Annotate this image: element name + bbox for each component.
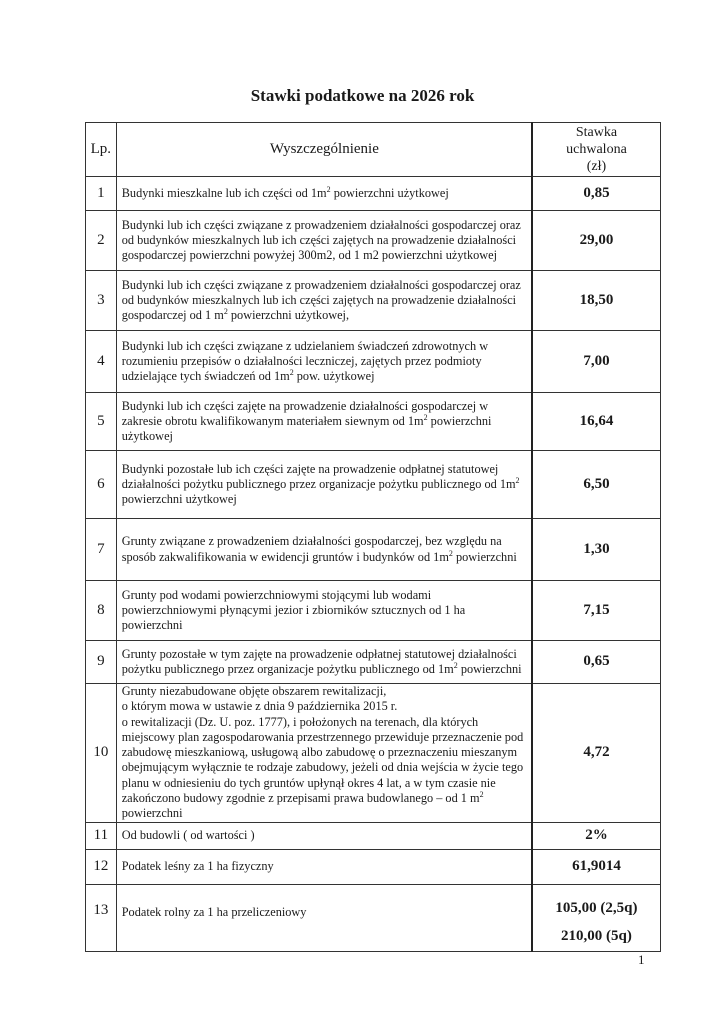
row-lp: 1 <box>86 177 117 211</box>
desc-superscript: 2 <box>448 548 453 558</box>
desc-text: Budynki mieszkalne lub ich części od 1m <box>121 185 327 200</box>
row-lp: 8 <box>86 581 117 641</box>
table-row <box>86 271 661 331</box>
header-rate-line2: uchwalona <box>566 142 627 157</box>
table-row <box>86 849 661 884</box>
rate-value-5q: 210,00 (5q) <box>561 927 632 944</box>
desc-text: Grunty pod wodami powierzchniowymi stojącymi lub wodami powierzchniowymi płynącymi jezior i zbiorników sztucznych od 1 ha powierzchni <box>121 587 466 633</box>
table-row <box>86 211 661 271</box>
row-description <box>116 822 532 849</box>
row-description <box>116 581 532 641</box>
header-rate-line3: (zł) <box>586 159 607 174</box>
page-number: 1 <box>638 952 645 967</box>
row-lp: 12 <box>86 849 117 884</box>
desc-text: powierzchni użytkowej <box>330 185 449 200</box>
row-description <box>116 331 532 393</box>
desc-line: o rewitalizacji (Dz. U. poz. 1777), i położonych na terenach, dla których miejscowy plan zagospodarowania przestrzennego przewiduje przeznaczenie pod zabudowę mieszkaniową, usługową albo zabudowę o przeznaczeniu mieszanym obejmującym wyłącznie te rodzaje zabudowy, jeżeli od dnia wejścia w życie tego planu w odniesieniu do tych gruntów upłynął okres 4 lat, a w tym czasie nie zakończono budowy zgodnie z przepisami prawa budowlanego – od 1 m <box>121 714 524 806</box>
desc-text: Podatek rolny za 1 ha przeliczeniowy <box>121 904 307 919</box>
row-rate: 7,15 <box>532 581 661 641</box>
row-description <box>116 271 532 331</box>
table-row <box>86 581 661 641</box>
row-lp: 10 <box>86 684 117 823</box>
row-rate: 6,50 <box>532 451 661 519</box>
desc-text: Grunty związane z prowadzeniem działalności gospodarczej, bez względu na sposób zakwalifikowania w ewidencji gruntów i budynków od 1m <box>121 534 502 564</box>
rate-value-2-5q: 105,00 (2,5q) <box>555 899 638 916</box>
row-description <box>116 393 532 451</box>
row-lp: 4 <box>86 331 117 393</box>
row-lp: 5 <box>86 393 117 451</box>
desc-text: Grunty pozostałe w tym zajęte na prowadzenie odpłatnej statutowej działalności pożytku publicznego przez organizacje pożytku publicznego od 1m <box>121 646 517 676</box>
table-row <box>86 451 661 519</box>
desc-text: Od budowli ( od wartości ) <box>121 828 255 843</box>
row-description <box>116 884 532 951</box>
desc-superscript: 2 <box>326 184 331 194</box>
desc-text: powierzchni użytkowej, <box>227 308 350 323</box>
row-rate: 18,50 <box>532 271 661 331</box>
header-rate <box>532 123 661 177</box>
row-rate: 0,85 <box>532 177 661 211</box>
row-description <box>116 519 532 581</box>
tax-rates-table <box>85 122 661 952</box>
row-lp: 9 <box>86 641 117 684</box>
header-rate-line1: Stawka <box>575 125 618 140</box>
header-lp: Lp. <box>86 123 117 177</box>
row-rate: 61,9014 <box>532 849 661 884</box>
table-row <box>86 393 661 451</box>
desc-superscript: 2 <box>289 368 294 378</box>
row-description <box>116 684 532 823</box>
desc-text: powierzchni <box>452 549 517 564</box>
row-description <box>116 211 532 271</box>
desc-text: Budynki lub ich części związane z prowadzeniem działalności gospodarczej oraz od budynków mieszkalnych lub ich części zajętych na prowadzenie działalności gospodarczej powierzchni powyżej 300m2, od 1 m2 powierzchni użytkowej <box>121 217 521 263</box>
row-lp: 11 <box>86 822 117 849</box>
desc-text: Budynki lub ich części zajęte na prowadzenie działalności gospodarczej w zakresie obrotu kwalifikowanym materiałem siewnym od 1m <box>121 398 489 428</box>
row-lp: 6 <box>86 451 117 519</box>
desc-superscript: 2 <box>423 412 428 422</box>
desc-text: Budynki pozostałe lub ich części zajęte na prowadzenie odpłatnej statutowej działalności pożytku publicznego przez organizacje pożytku publicznego od 1m <box>121 461 516 491</box>
row-lp: 2 <box>86 211 117 271</box>
row-rate: 4,72 <box>532 684 661 823</box>
table-row <box>86 331 661 393</box>
table-row <box>86 177 661 211</box>
table-row <box>86 684 661 823</box>
desc-superscript: 2 <box>479 789 484 799</box>
row-description <box>116 641 532 684</box>
row-rate: 1,30 <box>532 519 661 581</box>
desc-superscript: 2 <box>515 475 520 485</box>
header-description: Wyszczególnienie <box>116 123 532 177</box>
table-row <box>86 641 661 684</box>
row-rate: 29,00 <box>532 211 661 271</box>
desc-superscript: 2 <box>453 660 458 670</box>
desc-superscript: 2 <box>223 307 228 317</box>
row-description <box>116 451 532 519</box>
row-description <box>116 849 532 884</box>
desc-text: Podatek leśny za 1 ha fizyczny <box>121 859 274 874</box>
document-title: Stawki podatkowe na 2026 rok <box>250 86 475 105</box>
row-rate: 2% <box>532 822 661 849</box>
desc-text: powierzchni użytkowej <box>121 413 492 444</box>
row-rate: 7,00 <box>532 331 661 393</box>
desc-text: powierzchni <box>121 806 183 821</box>
row-rate: 0,65 <box>532 641 661 684</box>
row-rate <box>532 884 661 951</box>
row-lp: 3 <box>86 271 117 331</box>
row-rate: 16,64 <box>532 393 661 451</box>
desc-text: Budynki lub ich części związane z udzielaniem świadczeń zdrowotnych w rozumieniu przepisów o działalności leczniczej, zajętych przez podmioty udzielające tych świadczeń od 1m <box>121 338 489 384</box>
table-row <box>86 519 661 581</box>
table-row <box>86 822 661 849</box>
row-lp: 7 <box>86 519 117 581</box>
desc-line: Grunty niezabudowane objęte obszarem rewitalizacji, <box>121 684 387 698</box>
row-description <box>116 177 532 211</box>
desc-text: pow. użytkowej <box>293 369 375 384</box>
row-lp: 13 <box>86 884 117 951</box>
table-header-row <box>86 123 661 177</box>
desc-line: o którym mowa w ustawie z dnia 9 października 2015 r. <box>121 699 398 714</box>
desc-text: Budynki lub ich części związane z prowadzeniem działalności gospodarczej oraz od budynków mieszkalnych lub ich części zajętych na prowadzenie działalności gospodarczej od 1 m <box>121 277 521 323</box>
desc-text: powierzchni <box>457 662 522 676</box>
desc-text: powierzchni użytkowej <box>121 492 237 507</box>
table-row <box>86 884 661 951</box>
